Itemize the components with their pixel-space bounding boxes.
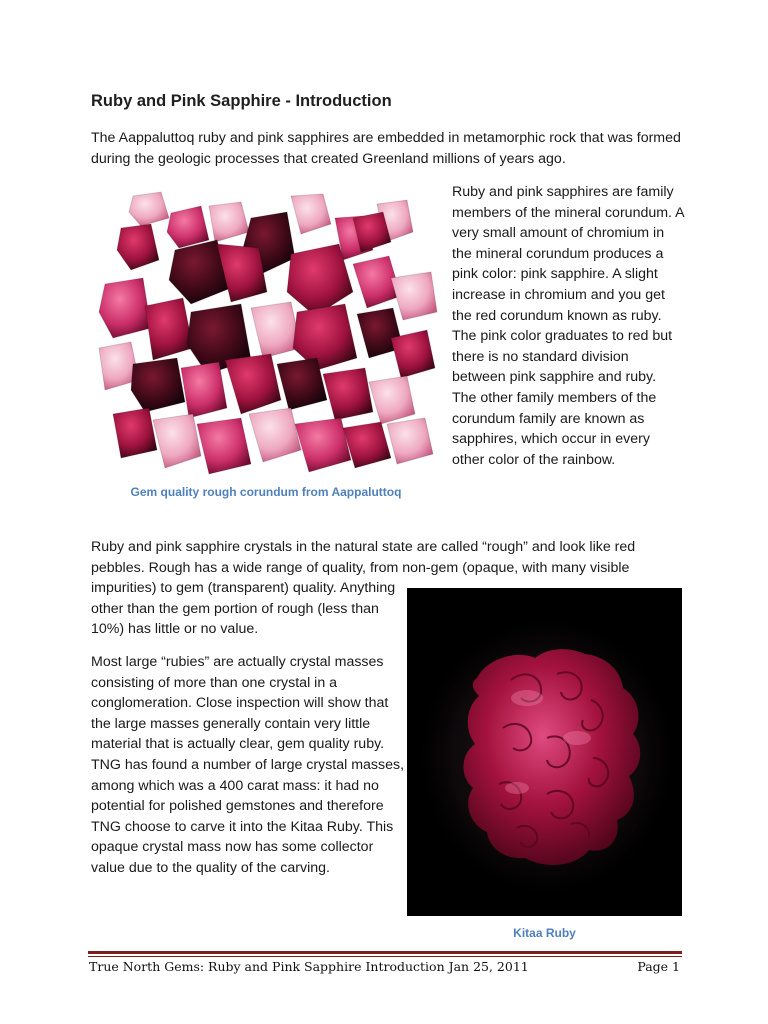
footer-text: True North Gems: Ruby and Pink Sapphire Introduction Jan 25, 2011 bbox=[89, 959, 529, 974]
page-number: Page 1 bbox=[637, 959, 680, 974]
rough-corundum-photo bbox=[91, 188, 441, 478]
kitaa-ruby-photo bbox=[407, 588, 682, 916]
footer-divider-thin bbox=[88, 956, 682, 957]
rough-paragraph-top: Ruby and pink sapphire crystals in the natural state are called “rough” and look like red pebbles. Rough has a wide range of quality, from non-gem (opaque, with many visible bbox=[91, 539, 636, 576]
rough-corundum-caption: Gem quality rough corundum from Aappaluttoq bbox=[130, 485, 402, 499]
rough-paragraph-bottom: impurities) to gem (transparent) quality. Anything other than the gem portion of rough (less than 10%) has little or no value. bbox=[91, 580, 396, 638]
page-title: Ruby and Pink Sapphire - Introduction bbox=[91, 92, 392, 110]
intro-paragraph: The Aappaluttoq ruby and pink sapphires are embedded in metamorphic rock that was formed during the geologic processes that created Greenland millions of years ago. bbox=[91, 130, 681, 167]
kitaa-ruby-caption: Kitaa Ruby bbox=[513, 926, 576, 940]
large-rubies-paragraph: Most large “rubies” are actually crystal masses consisting of more than one crystal in a conglomeration. Close inspection will show that the large masses generally contain very little material that is actually clear, gem quality ruby. TNG has found a number of large crystal masses, among which was a 400 carat mass: it had no potential for polished gemstones and therefore TNG choose to carve it into the Kitaa Ruby. This opaque crystal mass now has some collector value due to the quality of the carving. bbox=[91, 654, 405, 876]
corundum-paragraph: Ruby and pink sapphires are family members of the mineral corundum. A very small amount of chromium in the mineral corundum produces a pink color: pink sapphire. A slight increase in chromium and you get the red corundum known as ruby. The pink color graduates to red but there is no standard division between pink sapphire and ruby. The other family members of the corundum family are known as sapphires, which occur in every other color of the rainbow. bbox=[452, 184, 684, 468]
footer-divider bbox=[88, 951, 682, 954]
